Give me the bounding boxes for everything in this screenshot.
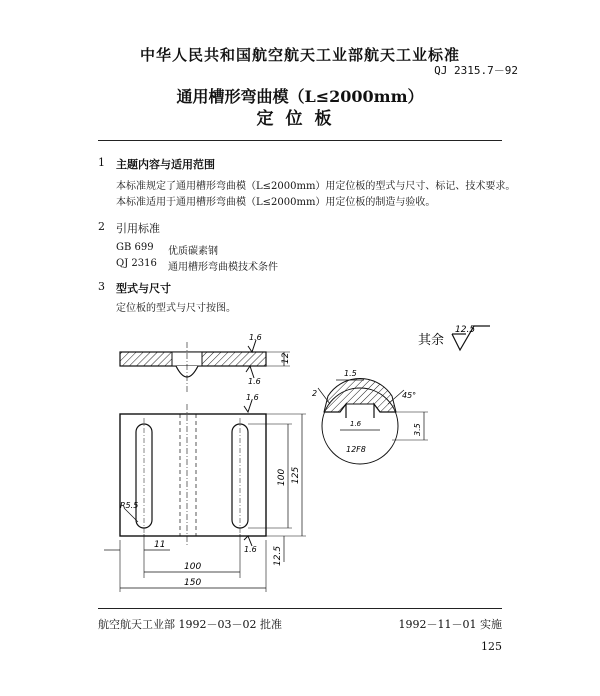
ref-name: 优质碳素钢 [168,246,218,257]
section-1-number: 1 [98,156,105,169]
section-3-paragraph: 定位板的型式与尺寸按图。 [116,303,236,314]
section-2-number: 2 [98,220,105,233]
section-3-title: 型式与尺寸 [116,282,171,295]
dim-edge: 12.5 [273,545,283,566]
detail-view [312,369,428,464]
document-title: 通用槽形弯曲模（L≤2000mm） [176,87,424,106]
roughness-label: 1.6 [249,333,262,342]
dim-chamfer: 2 [312,389,318,398]
rest-label: 其余 [418,333,445,348]
dim-height: 125 [291,466,301,484]
dim-width: 150 [184,578,202,588]
ref-code: QJ 2316 [116,258,157,269]
roughness-label: 1.6 [244,545,257,554]
roughness-label: 1.6 [350,420,362,428]
section-1-paragraph: 本标准适用于通用槽形弯曲模（L≤2000mm）用定位板的制造与验收。 [116,197,436,208]
dim-groove: 1.5 [344,369,357,378]
dim-offset: 11 [154,540,166,550]
ref-name: 通用槽形弯曲模技术条件 [168,262,278,273]
issuer-heading: 中华人民共和国航空航天工业部航天工业标准 [139,46,460,64]
section-1-title: 主题内容与适用范围 [116,158,215,171]
section-1-paragraph: 本标准规定了通用槽形弯曲模（L≤2000mm）用定位板的型式与尺寸、标记、技术要求。 [116,181,516,192]
dim-slot-spacing: 100 [184,562,202,572]
dim-angle: 45° [402,391,417,400]
section-2-title: 引用标准 [116,222,160,235]
bottom-rule [98,608,502,609]
roughness-rest-symbol [418,325,490,350]
roughness-label: 1.6 [246,393,259,402]
section-3-number: 3 [98,280,105,293]
roughness-label: 1.6 [248,377,261,386]
approval-line: 航空航天工业部 1992－03－02 批准 [98,618,282,631]
ref-code: GB 699 [116,242,154,253]
page-number: 125 [481,640,502,653]
document-subtitle: 定位板 [256,109,344,129]
dim-fit: 12F8 [346,445,366,454]
standard-number: QJ 2315.7－92 [434,64,518,77]
plan-view [104,393,306,592]
section-view [120,333,291,392]
dim-slot-length: 100 [277,468,287,486]
dim-hole-radius: R5.5 [120,501,139,510]
dim-thickness: 12 [281,352,291,364]
implementation-date: 1992－11－01 实施 [398,618,502,631]
dim-depth: 3.5 [413,423,422,436]
rest-roughness-value: 12.5 [455,325,476,335]
